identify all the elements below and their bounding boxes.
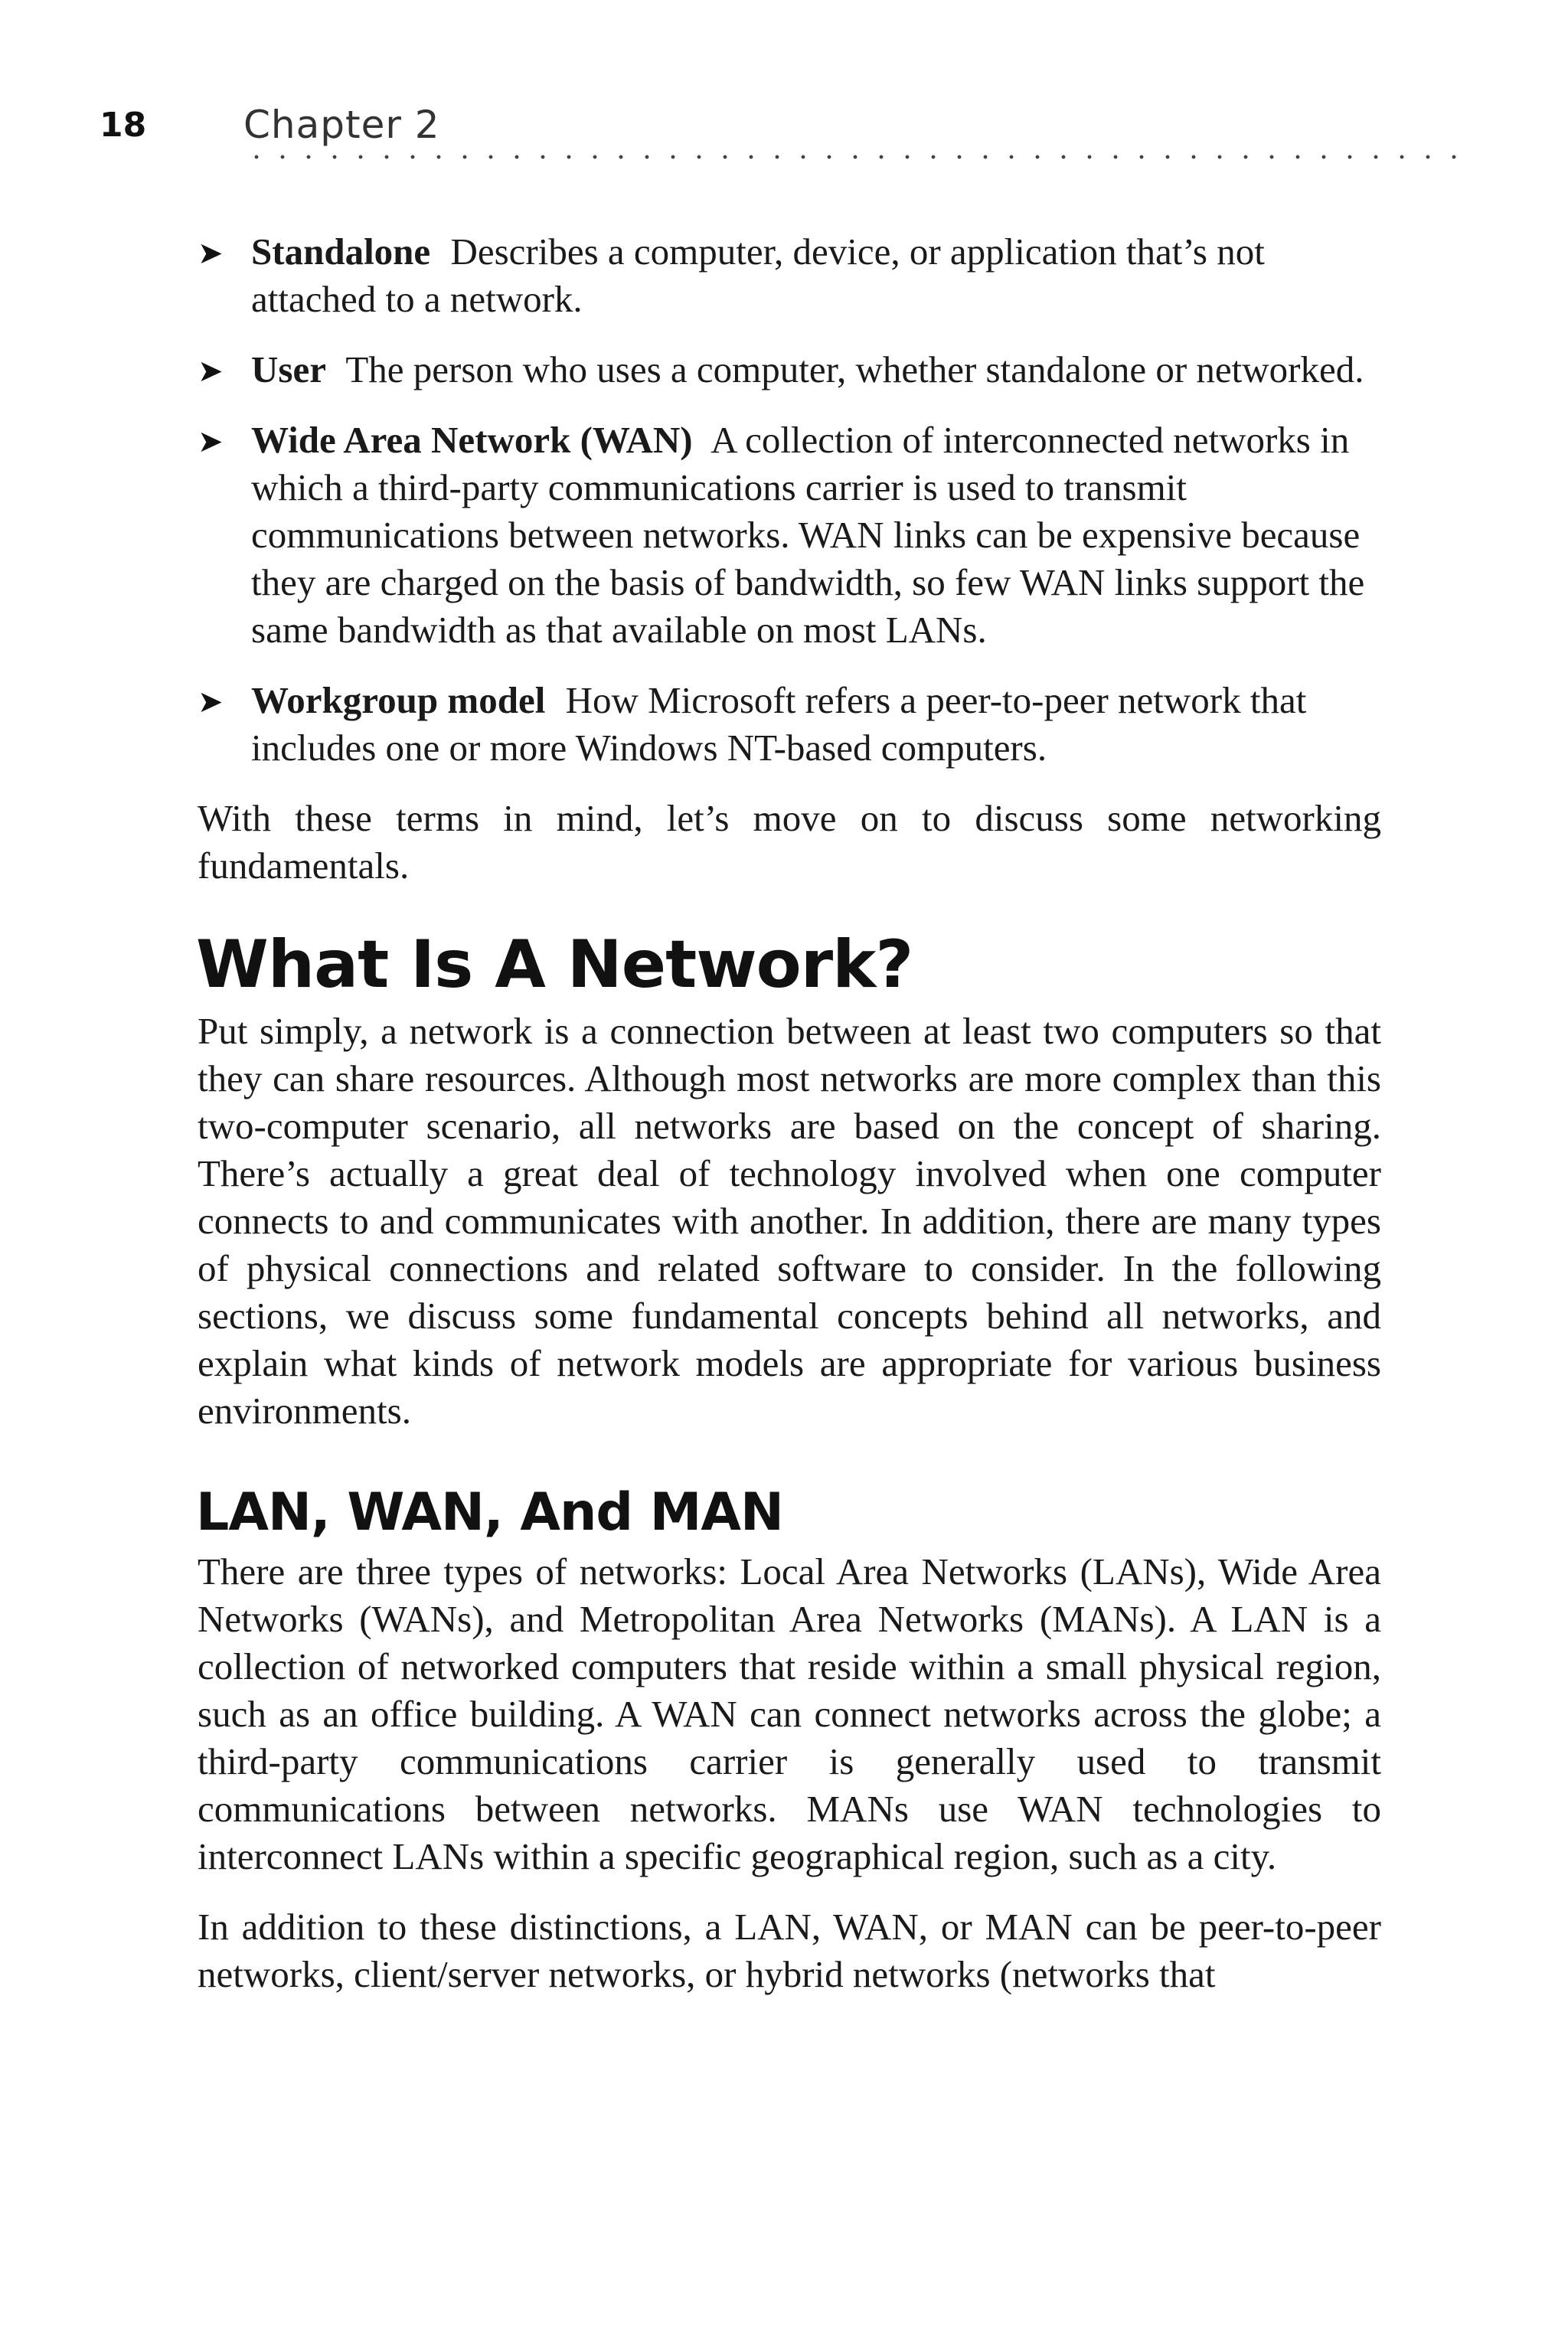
section-heading-lan-wan-man: LAN, WAN, And MAN	[196, 1482, 783, 1543]
page-number: 18	[100, 106, 147, 145]
arrow-bullet-icon: ➤	[198, 354, 224, 389]
definition-text: The person who uses a computer, whether standalone or networked.	[345, 348, 1364, 390]
arrow-bullet-icon: ➤	[198, 684, 224, 720]
definition-text: Describes a computer, device, or application that’s not attached to a network.	[251, 230, 1265, 320]
chapter-label: Chapter 2	[243, 103, 440, 147]
definition-item-wan	[198, 416, 1381, 654]
section-heading-network: What Is A Network?	[196, 926, 913, 1003]
definition-item-standalone	[198, 228, 1381, 323]
definition-item-workgroup	[198, 677, 1381, 772]
header-dotted-rule	[243, 155, 1476, 159]
page-body	[198, 228, 1381, 2021]
definition-text: A collection of interconnected networks in which a third-party communications carrier is used to transmit communications between networks. WAN links can be expensive because they are charged on the basis of bandwidth, so few WAN links support the same bandwidth as that available on most LANs.	[251, 419, 1365, 651]
arrow-bullet-icon: ➤	[198, 236, 224, 271]
definition-text: How Microsoft refers a peer-to-peer network that includes one or more Windows NT-based computers.	[251, 679, 1307, 769]
definition-term: Wide Area Network (WAN)	[251, 419, 693, 461]
intro-paragraph: With these terms in mind, let’s move on to discuss some networking fundamentals.	[198, 797, 1381, 887]
lan-paragraph-2: In addition to these distinctions, a LAN, WAN, or MAN can be peer-to-peer networks, client/server networks, or hybrid networks (networks that	[198, 1906, 1381, 1995]
page-header	[100, 98, 1401, 167]
definition-list	[198, 228, 1381, 772]
arrow-bullet-icon: ➤	[198, 424, 224, 459]
network-paragraph: Put simply, a network is a connection between at least two computers so that they can share resources. Although most networks are more complex than this two-computer scenario, all networks are based on the concept of sharing. There’s actually a great deal of technology involved when one computer connects to and communicates with another. In addition, there are many types of physical connections and related software to consider. In the following sections, we discuss some fundamental concepts behind all networks, and explain what kinds of network models are appropriate for various business environments.	[198, 1010, 1381, 1432]
definition-term: User	[251, 348, 326, 390]
lan-paragraph-1: There are three types of networks: Local Area Networks (LANs), Wide Area Networks (WANs), and Metropolitan Area Networks (MANs). A LAN is a collection of networked computers that reside within a small physical region, such as an office building. A WAN can connect networks across the globe; a third-party communications carrier is generally used to transmit communications between networks. MANs use WAN technologies to interconnect LANs within a specific geographical region, such as a city.	[198, 1550, 1381, 1877]
definition-term: Standalone	[251, 230, 431, 273]
definition-item-user	[198, 346, 1381, 394]
definition-term: Workgroup model	[251, 679, 546, 721]
